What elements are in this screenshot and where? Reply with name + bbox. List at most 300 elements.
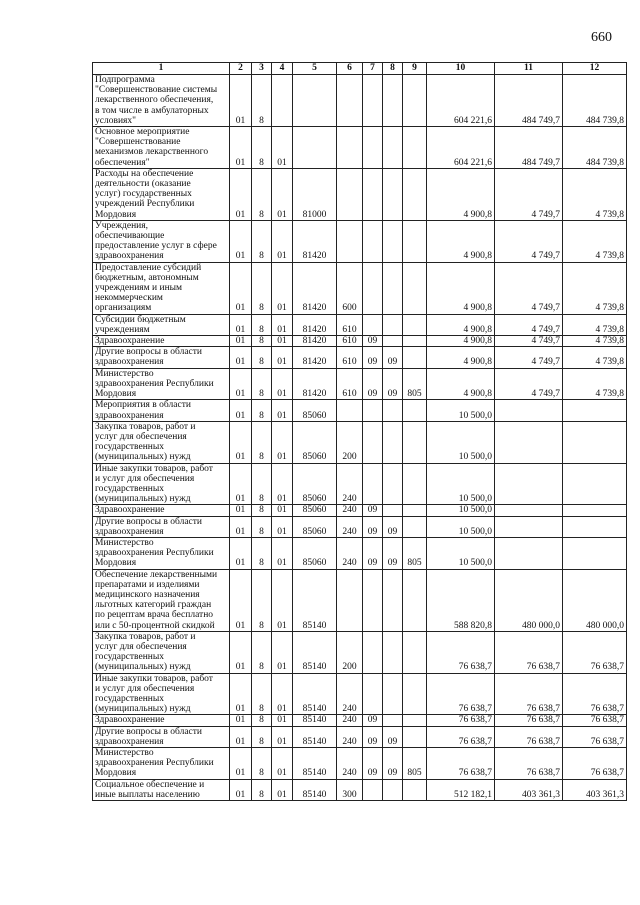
code-cell [337, 726, 363, 747]
column-header: 5 [293, 63, 337, 75]
cell-text: Подпрограмма "Совершенствование системы лекарственного обеспечения, в том числе в амбулаторных условиях" [95, 75, 218, 126]
code-cell [230, 537, 252, 569]
code-cell [272, 262, 293, 314]
cell-text: 480 000,0 [522, 620, 560, 631]
cell-text: 604 221,6 [454, 115, 492, 126]
table-row [93, 516, 627, 537]
cell-text: 484 739,8 [586, 115, 624, 126]
column-header: 8 [383, 63, 403, 75]
cell-text: 09 [367, 768, 378, 779]
cell-text: 01 [277, 768, 287, 779]
code-cell [383, 127, 403, 169]
code-cell [252, 715, 272, 726]
cell-text: 01 [277, 410, 287, 421]
code-cell [383, 779, 403, 800]
cell-text: 240 [342, 494, 357, 505]
table-row [93, 673, 627, 715]
amount-cell [563, 347, 627, 368]
code-cell [337, 673, 363, 715]
cell-text: 240 [342, 736, 357, 747]
cell-text: 01 [235, 303, 246, 314]
cell-text: 403 361,3 [586, 789, 624, 800]
cell-text: 09 [367, 526, 378, 537]
cell-text: 403 361,3 [522, 789, 560, 800]
code-cell [230, 400, 252, 421]
code-cell [293, 537, 337, 569]
amount-cell [495, 347, 563, 368]
code-cell [383, 726, 403, 747]
code-cell [293, 715, 337, 726]
cell-text: 4 749,7 [531, 357, 560, 368]
code-cell [252, 421, 272, 463]
code-cell [230, 631, 252, 673]
code-cell [363, 314, 383, 335]
column-header: 9 [403, 63, 427, 75]
amount-cell [495, 127, 563, 169]
code-cell [363, 631, 383, 673]
header-row [93, 63, 627, 75]
cell-text: Другие вопросы в области здравоохранения [95, 726, 203, 747]
code-cell [403, 715, 427, 726]
code-cell [383, 505, 403, 516]
cell-text: 09 [367, 389, 378, 400]
code-cell [230, 715, 252, 726]
table-row [93, 400, 627, 421]
code-cell [363, 463, 383, 505]
cell-text: 8 [259, 157, 264, 168]
code-cell [337, 505, 363, 516]
amount-cell [427, 569, 495, 631]
cell-text: 10 500,0 [458, 410, 492, 421]
code-cell [363, 368, 383, 400]
code-cell [252, 220, 272, 262]
row-label [93, 347, 230, 368]
code-cell [383, 569, 403, 631]
cell-text: 4 900,8 [463, 251, 492, 262]
code-cell [403, 537, 427, 569]
amount-cell [563, 75, 627, 127]
row-label [93, 631, 230, 673]
amount-cell [495, 400, 563, 421]
row-label [93, 673, 230, 715]
cell-text: 85140 [302, 736, 327, 747]
amount-cell [427, 168, 495, 220]
code-cell [403, 569, 427, 631]
cell-text: 4 900,8 [463, 303, 492, 314]
cell-text: 200 [342, 662, 357, 673]
row-label [93, 569, 230, 631]
cell-text: 01 [235, 115, 246, 126]
cell-text: Социальное обеспечение и иные выплаты населению [95, 779, 205, 800]
cell-text: 76 638,7 [458, 736, 492, 747]
cell-text: 85060 [302, 558, 327, 569]
cell-text: 01 [277, 494, 287, 505]
cell-text: 81420 [302, 336, 327, 347]
code-cell [363, 127, 383, 169]
cell-text: 484 749,7 [522, 115, 560, 126]
cell-text: 01 [277, 209, 287, 220]
cell-text: 01 [235, 704, 246, 715]
cell-text: Иные закупки товаров, работ и услуг для обеспечения государственных (муниципальных) нужд [95, 673, 213, 715]
code-cell [363, 400, 383, 421]
amount-cell [563, 505, 627, 516]
cell-text: 01 [277, 789, 287, 800]
amount-cell [427, 347, 495, 368]
cell-text: 09 [367, 505, 378, 516]
code-cell [230, 314, 252, 335]
table-row [93, 715, 627, 726]
cell-text: 01 [277, 336, 287, 347]
code-cell [230, 463, 252, 505]
cell-text: Субсидии бюджетным учреждениям [95, 314, 186, 335]
code-cell [230, 516, 252, 537]
cell-text: 09 [387, 357, 398, 368]
cell-text: 01 [277, 704, 287, 715]
cell-text: 8 [259, 704, 264, 715]
page-number: 660 [591, 30, 612, 45]
cell-text: 01 [235, 494, 246, 505]
amount-cell [563, 168, 627, 220]
cell-text: 01 [235, 336, 246, 347]
code-cell [293, 748, 337, 780]
code-cell [272, 75, 293, 127]
cell-text: 01 [277, 157, 287, 168]
amount-cell [495, 631, 563, 673]
amount-cell [495, 673, 563, 715]
code-cell [272, 505, 293, 516]
cell-text: 01 [235, 324, 246, 335]
code-cell [383, 75, 403, 127]
code-cell [403, 779, 427, 800]
code-cell [293, 400, 337, 421]
code-cell [363, 421, 383, 463]
cell-text: Учреждения, обеспечивающие предоставление услуг в сфере здравоохранения [95, 220, 217, 262]
cell-text: 01 [277, 452, 287, 463]
cell-text: 8 [259, 526, 264, 537]
cell-text: 85060 [302, 410, 327, 421]
cell-text: 10 500,0 [458, 526, 492, 537]
row-label [93, 463, 230, 505]
cell-text: 4 749,7 [531, 336, 560, 347]
amount-cell [563, 537, 627, 569]
cell-text: 8 [259, 357, 264, 368]
code-cell [383, 631, 403, 673]
cell-text: 600 [342, 303, 357, 314]
amount-cell [563, 726, 627, 747]
row-label [93, 314, 230, 335]
amount-cell [495, 220, 563, 262]
cell-text: 805 [407, 558, 422, 569]
code-cell [252, 127, 272, 169]
row-label [93, 726, 230, 747]
row-label [93, 516, 230, 537]
code-cell [252, 631, 272, 673]
code-cell [363, 262, 383, 314]
amount-cell [563, 314, 627, 335]
code-cell [293, 314, 337, 335]
cell-text: 8 [259, 303, 264, 314]
cell-text: 610 [342, 389, 357, 400]
column-header: 12 [563, 63, 627, 75]
code-cell [252, 168, 272, 220]
cell-text: 85060 [302, 526, 327, 537]
cell-text: 01 [235, 558, 246, 569]
amount-cell [495, 314, 563, 335]
table-row [93, 168, 627, 220]
code-cell [230, 262, 252, 314]
cell-text: 09 [387, 389, 398, 400]
cell-text: 240 [342, 558, 357, 569]
cell-text: 09 [367, 558, 378, 569]
cell-text: 09 [367, 736, 378, 747]
cell-text: 09 [387, 736, 398, 747]
cell-text: 85060 [302, 494, 327, 505]
cell-text: Министерство здравоохранения Республики Мордовия [95, 368, 214, 400]
cell-text: 09 [367, 357, 378, 368]
amount-cell [427, 748, 495, 780]
cell-text: 604 221,6 [454, 157, 492, 168]
code-cell [383, 336, 403, 347]
code-cell [403, 505, 427, 516]
cell-text: Предоставление субсидий бюджетным, автономным учреждениям и иным некоммерческим организациям [95, 262, 202, 314]
code-cell [293, 368, 337, 400]
table-row [93, 537, 627, 569]
code-cell [252, 537, 272, 569]
table-row [93, 779, 627, 800]
amount-cell [427, 368, 495, 400]
cell-text: 8 [259, 410, 264, 421]
code-cell [337, 748, 363, 780]
code-cell [383, 748, 403, 780]
code-cell [252, 516, 272, 537]
cell-text: 4 749,7 [531, 389, 560, 400]
amount-cell [495, 463, 563, 505]
code-cell [337, 569, 363, 631]
code-cell [293, 631, 337, 673]
code-cell [403, 336, 427, 347]
amount-cell [427, 726, 495, 747]
cell-text: 240 [342, 704, 357, 715]
code-cell [272, 779, 293, 800]
cell-text: 81000 [302, 209, 327, 220]
code-cell [293, 421, 337, 463]
code-cell [272, 516, 293, 537]
code-cell [363, 220, 383, 262]
cell-text: Здравоохранение [95, 336, 165, 347]
row-label [93, 748, 230, 780]
cell-text: Здравоохранение [95, 505, 165, 516]
amount-cell [563, 463, 627, 505]
amount-cell [427, 421, 495, 463]
cell-text: 81420 [302, 357, 327, 368]
cell-text: 4 900,8 [463, 336, 492, 347]
code-cell [363, 748, 383, 780]
code-cell [403, 168, 427, 220]
table-row [93, 336, 627, 347]
amount-cell [563, 220, 627, 262]
code-cell [272, 336, 293, 347]
code-cell [272, 168, 293, 220]
row-label [93, 715, 230, 726]
amount-cell [563, 748, 627, 780]
row-label [93, 779, 230, 800]
cell-text: 01 [277, 620, 287, 631]
code-cell [252, 505, 272, 516]
code-cell [337, 75, 363, 127]
cell-text: 4 739,8 [595, 357, 624, 368]
cell-text: 4 739,8 [595, 303, 624, 314]
cell-text: 8 [259, 494, 264, 505]
cell-text: Другие вопросы в области здравоохранения [95, 516, 203, 537]
cell-text: 8 [259, 789, 264, 800]
cell-text: 01 [235, 789, 246, 800]
cell-text: 76 638,7 [458, 704, 492, 715]
table-row [93, 569, 627, 631]
cell-text: Здравоохранение [95, 715, 165, 726]
cell-text: 76 638,7 [526, 768, 560, 779]
amount-cell [427, 336, 495, 347]
code-cell [252, 569, 272, 631]
cell-text: 85140 [302, 768, 327, 779]
column-header: 2 [230, 63, 252, 75]
row-label [93, 537, 230, 569]
row-label [93, 75, 230, 127]
code-cell [293, 127, 337, 169]
code-cell [383, 168, 403, 220]
amount-cell [495, 262, 563, 314]
cell-text: 8 [259, 452, 264, 463]
code-cell [383, 673, 403, 715]
code-cell [337, 262, 363, 314]
code-cell [252, 463, 272, 505]
code-cell [403, 726, 427, 747]
cell-text: 240 [342, 526, 357, 537]
code-cell [363, 168, 383, 220]
amount-cell [495, 726, 563, 747]
amount-cell [427, 673, 495, 715]
code-cell [363, 673, 383, 715]
cell-text: 01 [277, 505, 287, 516]
cell-text: Закупка товаров, работ и услуг для обеспечения государственных (муниципальных) нужд [95, 631, 196, 673]
cell-text: 01 [277, 662, 287, 673]
amount-cell [427, 779, 495, 800]
code-cell [230, 220, 252, 262]
cell-text: 01 [277, 558, 287, 569]
cell-text: 484 749,7 [522, 157, 560, 168]
cell-text: Расходы на обеспечение деятельности (оказание услуг) государственных учреждений Республики Мордовия [95, 168, 195, 220]
code-cell [230, 779, 252, 800]
cell-text: 4 900,8 [463, 357, 492, 368]
cell-text: 81420 [302, 251, 327, 262]
cell-text: 588 820,8 [454, 620, 492, 631]
cell-text: 01 [277, 526, 287, 537]
code-cell [337, 347, 363, 368]
cell-text: 4 749,7 [531, 251, 560, 262]
amount-cell [563, 336, 627, 347]
amount-cell [495, 421, 563, 463]
row-label [93, 168, 230, 220]
amount-cell [495, 75, 563, 127]
cell-text: 240 [342, 715, 357, 726]
table-row [93, 262, 627, 314]
code-cell [363, 715, 383, 726]
code-cell [272, 537, 293, 569]
cell-text: 76 638,7 [526, 662, 560, 673]
cell-text: 4 900,8 [463, 324, 492, 335]
amount-cell [563, 421, 627, 463]
code-cell [293, 726, 337, 747]
code-cell [293, 569, 337, 631]
cell-text: Министерство здравоохранения Республики Мордовия [95, 537, 214, 569]
budget-table [92, 62, 627, 801]
code-cell [252, 336, 272, 347]
cell-text: 8 [259, 115, 264, 126]
cell-text: 10 500,0 [458, 558, 492, 569]
amount-cell [427, 537, 495, 569]
code-cell [293, 168, 337, 220]
cell-text: 76 638,7 [526, 715, 560, 726]
code-cell [272, 748, 293, 780]
cell-text: 85060 [302, 505, 327, 516]
cell-text: 4 900,8 [463, 389, 492, 400]
code-cell [383, 347, 403, 368]
cell-text: 4 739,8 [595, 389, 624, 400]
cell-text: 76 638,7 [526, 704, 560, 715]
code-cell [230, 347, 252, 368]
cell-text: 81420 [302, 389, 327, 400]
cell-text: 4 900,8 [463, 209, 492, 220]
cell-text: Мероприятия в области здравоохранения [95, 400, 191, 421]
cell-text: 01 [235, 157, 246, 168]
code-cell [272, 314, 293, 335]
cell-text: 8 [259, 209, 264, 220]
amount-cell [563, 569, 627, 631]
amount-cell [495, 368, 563, 400]
cell-text: 01 [235, 505, 246, 516]
amount-cell [495, 505, 563, 516]
code-cell [403, 463, 427, 505]
cell-text: 09 [387, 768, 398, 779]
cell-text: 8 [259, 505, 264, 516]
code-cell [383, 262, 403, 314]
cell-text: 01 [235, 251, 246, 262]
cell-text: 8 [259, 715, 264, 726]
cell-text: 01 [235, 452, 246, 463]
code-cell [337, 400, 363, 421]
code-cell [363, 726, 383, 747]
code-cell [403, 220, 427, 262]
amount-cell [495, 537, 563, 569]
amount-cell [427, 463, 495, 505]
cell-text: Другие вопросы в области здравоохранения [95, 347, 203, 368]
code-cell [383, 368, 403, 400]
code-cell [252, 75, 272, 127]
cell-text: 610 [342, 324, 357, 335]
row-label [93, 127, 230, 169]
table-row [93, 748, 627, 780]
code-cell [337, 537, 363, 569]
table-row [93, 314, 627, 335]
code-cell [337, 336, 363, 347]
amount-cell [427, 715, 495, 726]
cell-text: 85060 [302, 452, 327, 463]
cell-text: 480 000,0 [586, 620, 624, 631]
amount-cell [495, 168, 563, 220]
cell-text: 85140 [302, 789, 327, 800]
amount-cell [563, 516, 627, 537]
code-cell [383, 715, 403, 726]
code-cell [252, 400, 272, 421]
